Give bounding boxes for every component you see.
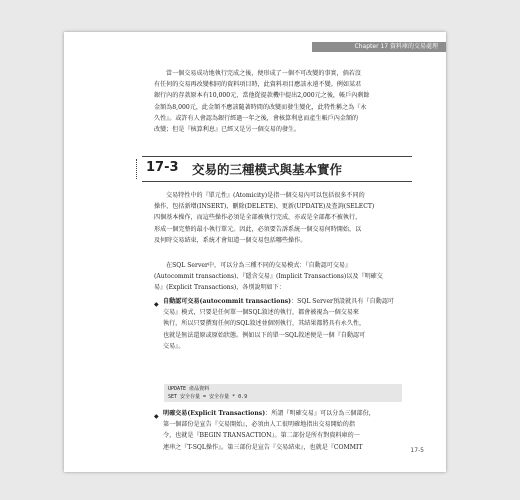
text-line: 改變；但是『核算利息』已經又是另一個交易的發生。 [154,126,301,134]
text-line: ：SQL Server預設就具有『自動認可 [291,298,394,305]
text-line: 當一個交易成功地執行完成之後，便形成了一個不可改變的事實，倘若沒 [166,70,361,77]
text-line: 第一個部份是宣告『交易開始』，必須由人工很明確地指出交易開始的指 [163,421,355,429]
text-line: 執行，所以只要撰寫任何的SQL敘述並個別執行，其結果都將具有永久性， [163,320,366,328]
text-line: 令，也就是『BEGIN TRANSACTION』。第二部份是所有對資料庫的一 [163,432,360,440]
text-line: 連串之『T-SQL操作』。第三部份是宣告『交易結束』，也就是『COMMIT [163,443,363,451]
text-line: 久性』。或許有人會認為銀行經過一年之後，會核算利息而產生帳戶內金額的 [154,114,359,122]
text-line: 交易』模式，只要是任何單一個SQL敘述的執行，都會被視為一個交易來 [163,309,360,317]
intro-paragraph [154,68,402,135]
text-line: 形成一個完整的最小執行單元。因此，必須要告訴系統一個交易何時開始，以 [154,225,362,233]
code-block [164,384,402,402]
bullet-autocommit [154,296,404,352]
bullet-label: 自動認可交易(autocommit transactions) [163,298,292,305]
book-page [64,32,446,472]
text-line: 金額為8,000元，此金額不應該隨著時間的改變而發生變化，此特性稱之為『永 [154,103,367,111]
text-line: 也就是無法還原或原始狀態。例如以下的單一SQL敘述便是一個『自動認可 [163,331,366,339]
modes-paragraph [154,260,402,294]
text-line: 易』(Explicit Transactions)，各別說明如下： [154,284,285,292]
diamond-bullet-icon: ◆ [154,301,159,308]
bullet-label: 明確交易(Explicit Transactions) [163,410,266,417]
text-line: 銀行內的存款原本有10,000元，當他從提款機中提出2,000元之後，帳戶內剩餘 [154,92,370,100]
text-line: (Autocommit transactions)、『隱含交易』(Implicit Transactions)以及『明確交 [154,273,383,281]
code-line: SET 安全存量 = 安全存量 * 0.9 [168,393,248,400]
text-line: 有任何的交易再改變相同的資料項目時，此資料項目應該永遠不變。例如某君 [154,81,362,89]
page-number: 17-5 [410,447,424,454]
chapter-header [312,42,446,52]
code-line: UPDATE 產品資料 [168,386,210,392]
text-line: 操作，包括新增(INSERT)、刪除(DELETE)、更新(UPDATE)及查詢(SELECT) [154,203,375,211]
text-line: 及何時交易結束，系統才會知道一個交易包括哪些操作。 [154,236,307,244]
diamond-bullet-icon: ◆ [154,413,159,420]
text-line: 在SQL Server中，可以分為三種不同的交易模式：『自動認可交易』 [166,262,352,269]
chapter-title: Chapter 17 資料庫的交易處理 [354,43,438,50]
section-heading [142,156,412,182]
heading-decoration [136,159,140,179]
bullet-explicit [154,408,404,453]
section-title: 交易的三種模式與基本實作 [192,162,343,177]
text-line: 交易』。 [163,342,185,350]
text-line: ：所謂『明確交易』可以分為三個部份， [265,410,375,417]
text-line: 交易特性中的『單元性』(Atomicity)是指一個交易內可以包括很多不同的 [166,192,365,199]
section-number: 17-3 [146,160,179,175]
body-paragraph [154,190,402,246]
text-line: 四個基本操作，而這些操作必須是全部被執行完成，亦或是全部都不被執行， [154,214,362,222]
